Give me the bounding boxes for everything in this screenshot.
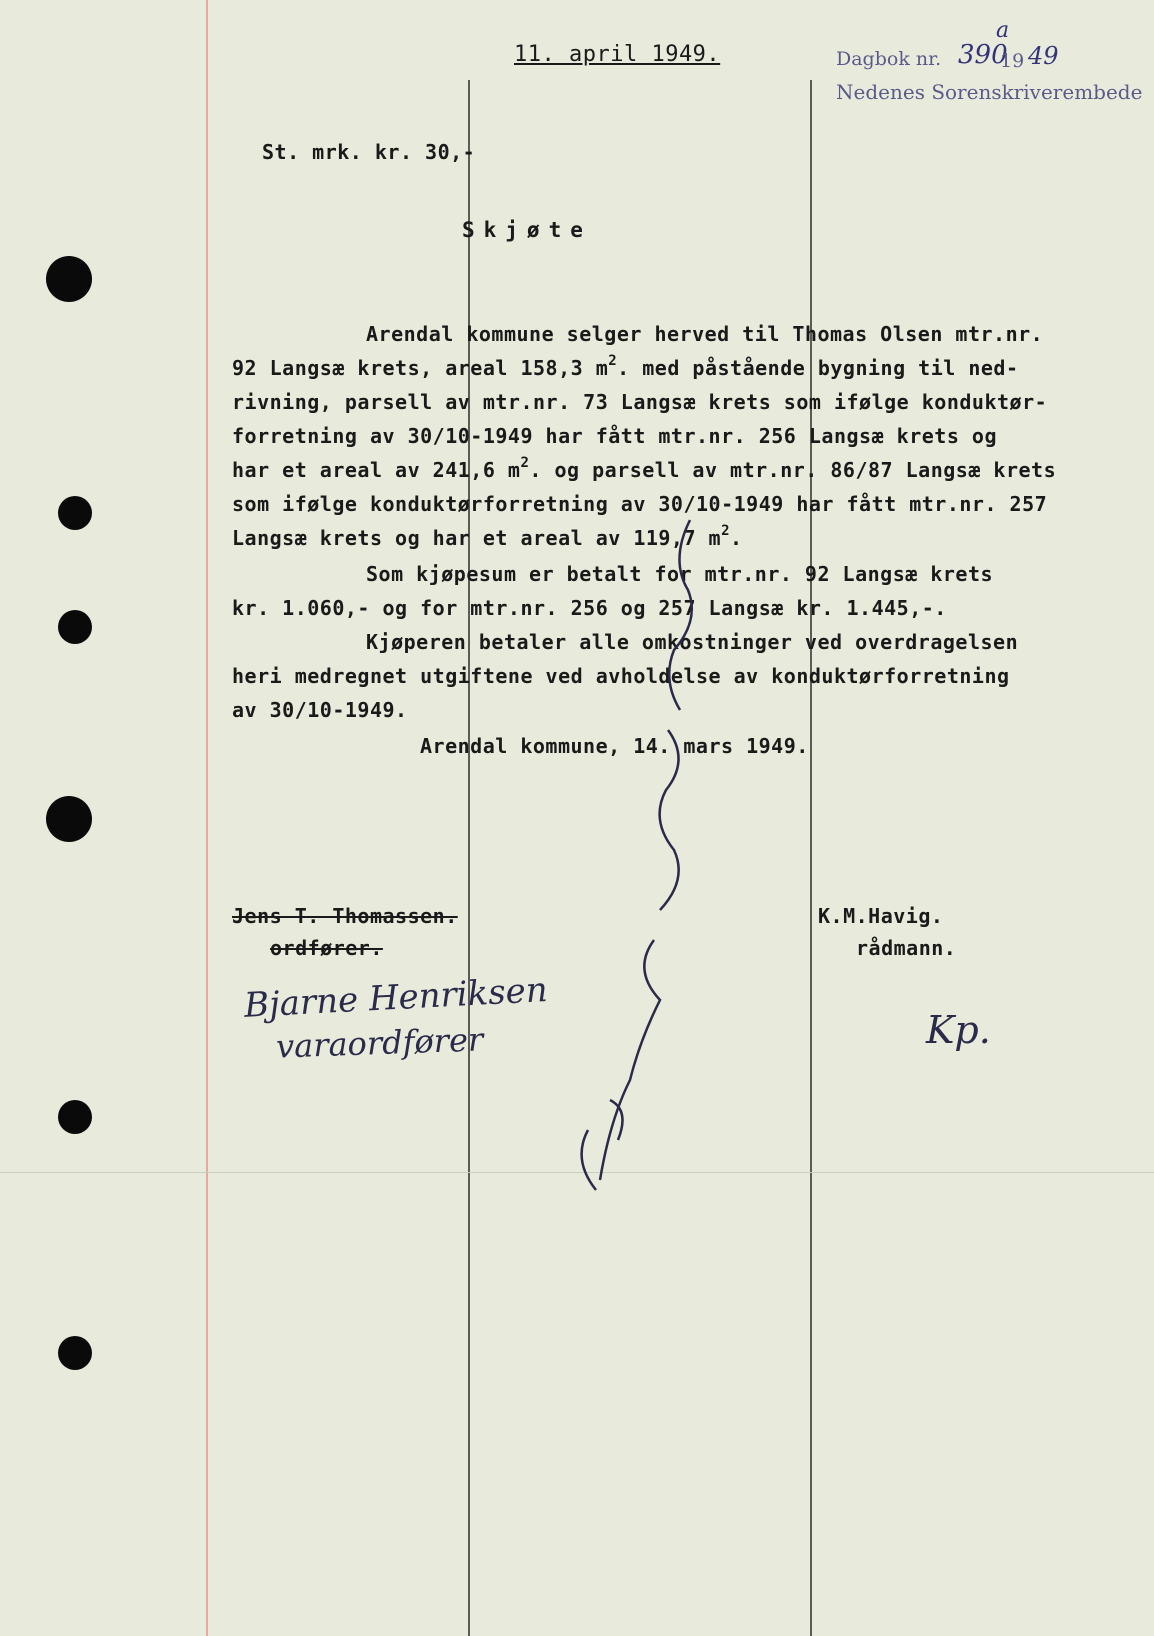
stamp-office: Nedenes Sorenskriverembede <box>836 80 1143 104</box>
document-date: 11. april 1949. <box>514 42 721 67</box>
body-line: rivning, parsell av mtr.nr. 73 Langsæ krets som ifølge konduktør- <box>232 390 1048 414</box>
body-line: som ifølge konduktørforretning av 30/10-1949 har fått mtr.nr. 257 <box>232 492 1048 516</box>
place-date: Arendal kommune, 14. mars 1949. <box>420 734 809 758</box>
signer-left-name: Jens T. Thomassen. <box>232 904 458 928</box>
body-line: kr. 1.060,- og for mtr.nr. 256 og 257 Langsæ kr. 1.445,-. <box>232 596 947 620</box>
body-line: Langsæ krets og har et areal av 119,7 $m^2$. <box>232 523 743 550</box>
body-line: av 30/10-1949. <box>232 698 408 722</box>
column-rule-left <box>468 80 470 1636</box>
stamp-year-hand: 49 <box>1028 42 1059 70</box>
stamp-number: 390 <box>958 40 1008 70</box>
stamp-year-prefix: 19 <box>1000 50 1025 72</box>
body-line: Kjøperen betaler alle omkostninger ved overdragelsen <box>366 630 1019 654</box>
punch-hole <box>58 1100 92 1134</box>
punch-hole <box>46 796 92 842</box>
stamp-suffix: a <box>996 18 1010 43</box>
body-line: Som kjøpesum er betalt for mtr.nr. 92 Langsæ krets <box>366 562 994 586</box>
body-line: heri medregnet utgiftene ved avholdelse av konduktørforretning <box>232 664 1010 688</box>
signer-left-title: ordfører. <box>270 936 383 960</box>
handwritten-signature: Bjarne Henriksen <box>243 970 549 1026</box>
punch-hole <box>58 496 92 530</box>
stamp-label: Dagbok nr. <box>836 48 942 70</box>
stamp-fee: St. mrk. kr. 30,- <box>262 140 476 164</box>
body-line: Arendal kommune selger herved til Thomas Olsen mtr.nr. <box>366 322 1044 346</box>
column-rule-right <box>810 80 812 1636</box>
document-title: Skjøte <box>462 218 592 242</box>
punch-hole <box>58 1336 92 1370</box>
signer-right-title: rådmann. <box>856 936 957 960</box>
body-line: forretning av 30/10-1949 har fått mtr.nr. 256 Langsæ krets og <box>232 424 998 448</box>
signer-right-name: K.M.Havig. <box>818 904 944 928</box>
punch-hole <box>58 610 92 644</box>
margin-line <box>206 0 208 1636</box>
handwritten-initials: Kp. <box>926 1008 991 1052</box>
body-line: 92 Langsæ krets, areal 158,3 $m^2$. med påstående bygning til ned- <box>232 353 1019 380</box>
body-line: har et areal av 241,6 $m^2$. og parsell av mtr.nr. 86/87 Langsæ krets <box>232 455 1057 482</box>
handwritten-title: varaordfører <box>275 1020 484 1066</box>
handwritten-annotation <box>570 500 730 1200</box>
punch-hole <box>46 256 92 302</box>
